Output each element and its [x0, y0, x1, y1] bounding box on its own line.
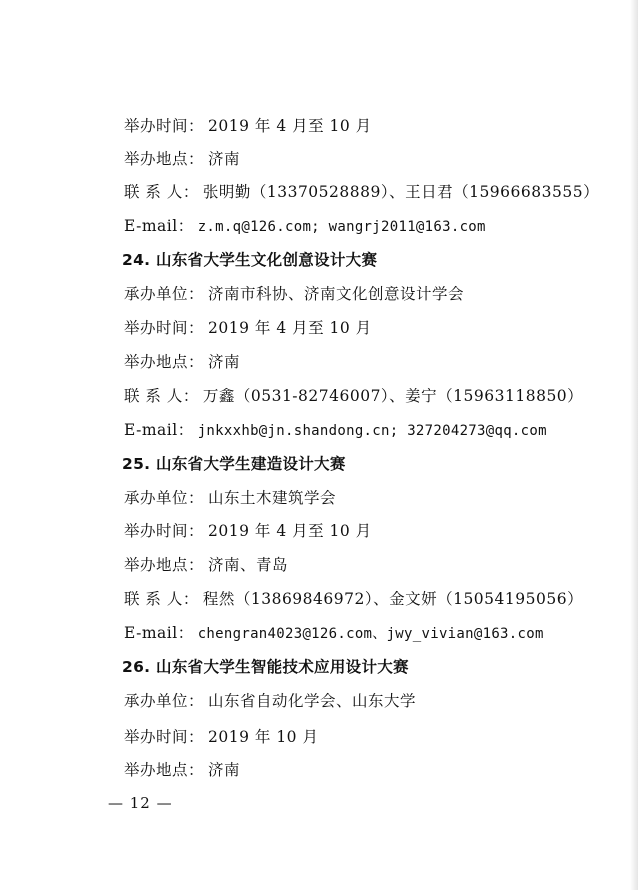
event-location-label: 举办地点： [124, 353, 205, 371]
contact-line [124, 589, 583, 609]
organizer-line [124, 691, 416, 711]
event-time-label: 举办时间： [124, 319, 205, 337]
event-location-line [124, 555, 288, 575]
contact-line [124, 182, 599, 202]
event-location-line [124, 760, 240, 780]
organizer-label: 承办单位： [124, 285, 205, 303]
event-time-value: 2019 年 4 月至 10 月 [208, 319, 372, 337]
email-label: E-mail： [124, 624, 194, 642]
email-value: chengran4023@126.com、jwy_vivian@163.com [197, 626, 544, 642]
organizer-line [124, 488, 336, 508]
section-heading-25: 25. 山东省大学生建造设计大赛 [122, 455, 346, 473]
event-location-line [124, 149, 240, 169]
event-time-value: 2019 年 10 月 [208, 728, 319, 746]
event-location-value: 济南 [208, 761, 241, 779]
event-time-label: 举办时间： [124, 117, 205, 135]
contact-label: 联 系 人： [124, 590, 199, 608]
email-line [124, 420, 547, 441]
event-time-value: 2019 年 4 月至 10 月 [208, 117, 372, 135]
section-heading-24: 24. 山东省大学生文化创意设计大赛 [122, 251, 378, 269]
event-location-value: 济南 [208, 353, 241, 371]
contact-label: 联 系 人： [124, 183, 199, 201]
organizer-label: 承办单位： [124, 692, 205, 710]
contact-value: 张明勤（13370528889）、王日君（15966683555） [202, 183, 600, 201]
email-line [124, 216, 486, 237]
organizer-label: 承办单位： [124, 489, 205, 507]
event-time-line [124, 318, 372, 338]
organizer-line [124, 284, 464, 304]
event-time-line [124, 727, 318, 747]
event-location-line [124, 352, 240, 372]
contact-label: 联 系 人： [124, 387, 199, 405]
event-time-label: 举办时间： [124, 522, 205, 540]
page-number: — 12 — [108, 794, 173, 812]
email-label: E-mail： [124, 217, 194, 235]
event-time-line [124, 116, 372, 136]
contact-value: 程然（13869846972）、金文妍（15054195056） [202, 590, 584, 608]
event-time-value: 2019 年 4 月至 10 月 [208, 522, 372, 540]
event-time-line [124, 521, 372, 541]
contact-line [124, 386, 583, 406]
event-time-label: 举办时间： [124, 728, 205, 746]
email-label: E-mail： [124, 421, 194, 439]
event-location-label: 举办地点： [124, 761, 205, 779]
scan-edge-shadow [630, 0, 638, 890]
organizer-value: 山东省自动化学会、山东大学 [208, 692, 417, 710]
event-location-label: 举办地点： [124, 150, 205, 168]
email-value: z.m.q@126.com; wangrj2011@163.com [197, 219, 486, 235]
event-location-label: 举办地点： [124, 556, 205, 574]
email-line [124, 623, 544, 644]
email-value: jnkxxhb@jn.shandong.cn; 327204273@qq.com [197, 423, 547, 439]
contact-value: 万鑫（0531-82746007）、姜宁（15963118850） [202, 387, 584, 405]
event-location-value: 济南、青岛 [208, 556, 289, 574]
event-location-value: 济南 [208, 150, 241, 168]
organizer-value: 山东土木建筑学会 [208, 489, 337, 507]
section-heading-26: 26. 山东省大学生智能技术应用设计大赛 [122, 658, 409, 676]
organizer-value: 济南市科协、济南文化创意设计学会 [208, 285, 465, 303]
